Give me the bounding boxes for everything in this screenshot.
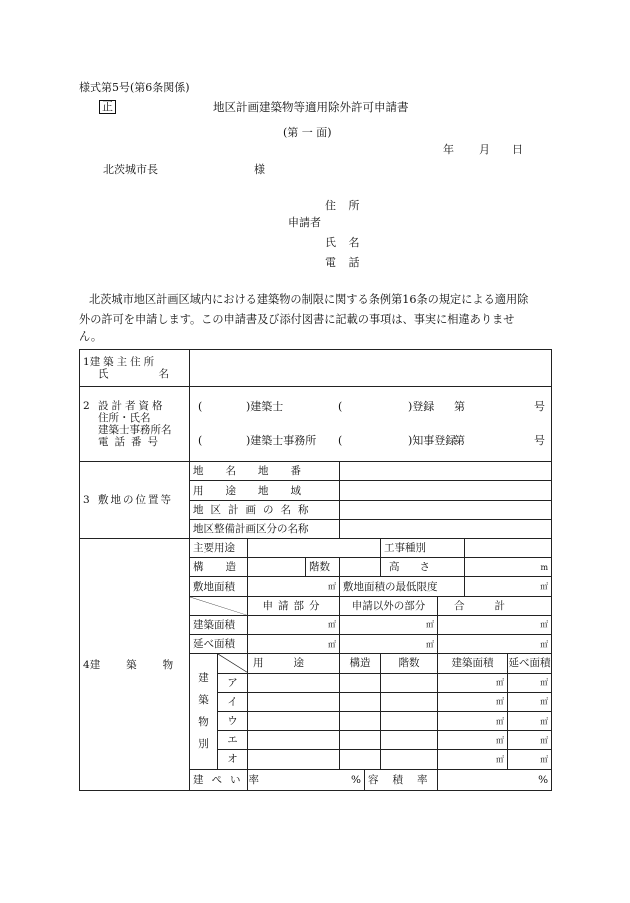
floor-area-ratio-input[interactable] [438, 769, 552, 790]
floor-area-ratio-label: 容積率 [365, 769, 438, 790]
building-structure-input[interactable] [340, 692, 381, 711]
height-label: 高さ [381, 558, 465, 577]
main-use-input[interactable] [248, 539, 381, 558]
building-floors-input[interactable] [381, 750, 438, 769]
page-indicator: (第 一 面) [283, 126, 332, 139]
building-id: イ [218, 692, 248, 711]
site-area-input[interactable] [248, 577, 340, 596]
designer-line: 設計者資格 [98, 400, 166, 413]
declaration [79, 290, 551, 344]
owner-address-label: 建築主住所 [89, 356, 158, 369]
building-floor-area-input[interactable]: ㎡ [508, 750, 552, 769]
applicant-name-label: 氏 名 [325, 236, 360, 249]
sqm-unit: ㎡ [328, 582, 336, 592]
building-id: ア [218, 673, 248, 692]
per-building-area-header: 建築面積 [438, 654, 508, 673]
architect-number-suffix: 号 [534, 400, 545, 414]
floors-input[interactable] [340, 558, 381, 577]
applicant-label: 申請者 [288, 216, 321, 229]
architect-registration-label: )登録 [408, 400, 435, 414]
building-area-label: 建築面積 [190, 615, 248, 634]
work-type-label: 工事種別 [381, 539, 465, 558]
site-lot-input[interactable] [340, 462, 552, 481]
building-area-input[interactable]: ㎡ [438, 731, 508, 750]
percent-unit: % [538, 773, 549, 786]
building-area-input[interactable]: ㎡ [438, 673, 508, 692]
col-applied-header: 申請部分 [248, 596, 340, 615]
building-area-other-input[interactable]: ㎡ [340, 615, 438, 634]
building-area-applied-input[interactable]: ㎡ [248, 615, 340, 634]
floor-area-total-input[interactable]: ㎡ [438, 635, 552, 654]
office-registration-label: )知事登録 [408, 434, 457, 448]
height-input[interactable] [465, 558, 552, 577]
per-use-header: 用途 [248, 654, 340, 673]
per-floor-area-header: 延べ面積 [508, 654, 552, 673]
section-number: 2 [83, 400, 90, 413]
date-day-label: 日 [512, 143, 523, 156]
designer-label-cell [80, 387, 190, 462]
declaration-line: 外の許可を申請します。この申請書及び添付図書に記載の事項は、事実に相違ありませ [79, 313, 515, 326]
site-label-cell [80, 462, 190, 539]
sqm-unit: ㎡ [540, 582, 549, 592]
owner-name-label: 氏名 [98, 368, 219, 381]
building-floor-area-input[interactable]: ㎡ [508, 692, 552, 711]
site-row-label: 地名地番 [190, 462, 340, 481]
section-number: 4 [83, 658, 90, 671]
architect-class-label: )建築士 [246, 400, 284, 414]
building-use-input[interactable] [248, 750, 340, 769]
designer-line: 建築士事務所名 [98, 424, 172, 437]
percent-unit: % [351, 773, 361, 786]
building-floor-area-input[interactable]: ㎡ [508, 673, 552, 692]
floor-area-applied-input[interactable]: ㎡ [248, 635, 340, 654]
designer-input-cell[interactable] [190, 387, 552, 462]
building-floor-area-input[interactable]: ㎡ [508, 711, 552, 730]
col-total-header: 合計 [438, 596, 552, 615]
site-zone-input[interactable] [340, 481, 552, 500]
building-id: エ [218, 731, 248, 750]
per-building-label: 建築物別 [190, 654, 218, 769]
site-label: 敷地の位置等 [98, 494, 173, 507]
owner-input-cell[interactable] [190, 350, 552, 387]
application-form-table [79, 349, 552, 791]
form-number: 様式第5号(第6条関係) [79, 81, 190, 94]
main-use-label: 主要用途 [190, 539, 248, 558]
site-area-label: 敷地面積 [190, 577, 248, 596]
office-number-label: 第 [454, 434, 465, 448]
structure-label: 構造 [190, 558, 248, 577]
applicant-phone-label: 電 話 [325, 256, 360, 269]
building-floors-input[interactable] [381, 692, 438, 711]
honorific: 様 [254, 163, 265, 176]
building-label-cell [80, 539, 200, 791]
office-class-label: )建築士事務所 [246, 434, 317, 448]
building-use-input[interactable] [248, 711, 340, 730]
building-structure-input[interactable] [340, 731, 381, 750]
building-structure-input[interactable] [340, 673, 381, 692]
building-area-total-input[interactable]: ㎡ [438, 615, 552, 634]
applicant-address-label: 住 所 [325, 199, 360, 212]
floor-area-label: 延べ面積 [190, 635, 248, 654]
building-area-input[interactable]: ㎡ [438, 711, 508, 730]
per-building-diagonal-cell [218, 654, 248, 673]
section-number: 3 [83, 494, 90, 507]
declaration-line: 北茨城市地区計画区域内における建築物の制限に関する条例第16条の規定による適用除 [89, 293, 529, 306]
building-label: 建築物 [89, 658, 200, 671]
height-unit: m [540, 562, 549, 572]
building-floor-area-input[interactable]: ㎡ [508, 731, 552, 750]
coverage-ratio-label: 建ぺい率 [190, 769, 248, 790]
building-use-input[interactable] [248, 731, 340, 750]
building-use-input[interactable] [248, 673, 340, 692]
site-plan-zone-input[interactable] [340, 519, 552, 538]
min-site-area-label: 敷地面積の最低限度 [340, 577, 465, 596]
designer-line: 住所・氏名 [98, 412, 151, 425]
building-floors-input[interactable] [381, 673, 438, 692]
building-area-input[interactable]: ㎡ [438, 750, 508, 769]
site-row-label: 地区整備計画区分の名称 [190, 519, 340, 538]
building-structure-input[interactable] [340, 711, 381, 730]
office-open-paren: ( [198, 434, 203, 448]
building-id: オ [218, 750, 248, 769]
architect-open-paren: ( [198, 400, 203, 414]
original-mark: 正 [99, 100, 116, 114]
building-use-input[interactable] [248, 692, 340, 711]
declaration-line: ん。 [79, 330, 103, 343]
per-structure-header: 構造 [340, 654, 381, 673]
office-number-suffix: 号 [534, 434, 545, 448]
floor-area-other-input[interactable]: ㎡ [340, 635, 438, 654]
building-area-input[interactable]: ㎡ [438, 692, 508, 711]
col-other-header: 申請以外の部分 [340, 596, 438, 615]
designer-line: 電話番号 [98, 436, 164, 449]
site-row-label: 地区計画の名称 [190, 500, 340, 519]
office-open-paren-2: ( [338, 434, 343, 448]
date-year-label: 年 [443, 143, 454, 156]
building-structure-input[interactable] [340, 750, 381, 769]
architect-open-paren-2: ( [338, 400, 343, 414]
work-type-input[interactable] [465, 539, 552, 558]
architect-number-label: 第 [454, 400, 465, 414]
addressee: 北茨城市長 [103, 163, 158, 176]
min-site-area-input[interactable] [465, 577, 552, 596]
building-floors-input[interactable] [381, 731, 438, 750]
building-id: ウ [218, 711, 248, 730]
site-row-label: 用途地域 [190, 481, 340, 500]
per-floors-header: 階数 [381, 654, 438, 673]
section-number: 1 [83, 356, 90, 369]
diagonal-header-cell [190, 596, 248, 615]
date-month-label: 月 [479, 143, 490, 156]
floors-label: 階数 [306, 558, 340, 577]
site-plan-name-input[interactable] [340, 500, 552, 519]
building-floors-input[interactable] [381, 711, 438, 730]
form-title: 地区計画建築物等適用除外許可申請書 [213, 100, 409, 114]
owner-label-cell [80, 350, 219, 387]
